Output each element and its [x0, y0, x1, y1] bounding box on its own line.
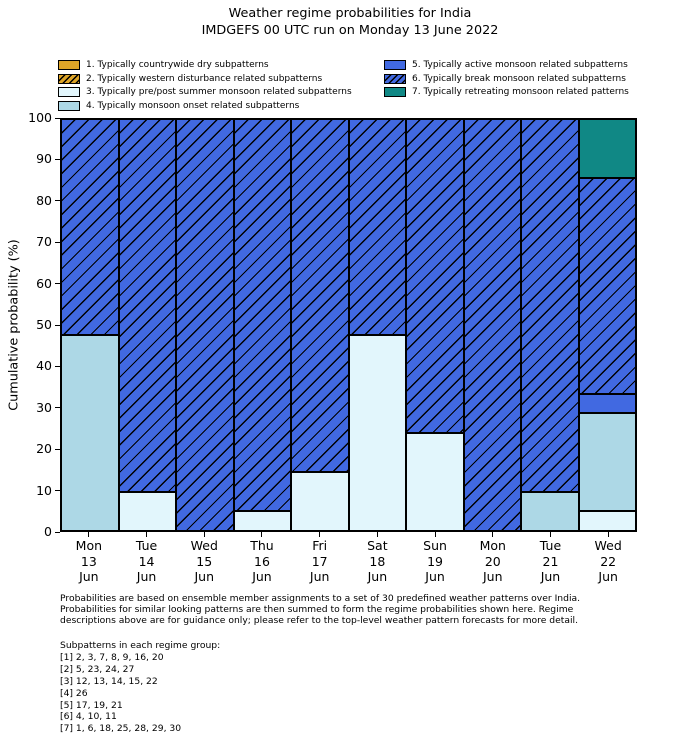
x-tick-mark	[88, 532, 89, 537]
y-tick-label: 60	[36, 275, 52, 291]
chart-title-block	[0, 6, 700, 39]
y-tick-label: 30	[36, 399, 52, 415]
x-tick-label-day: Sun	[423, 538, 447, 553]
y-tick-mark	[55, 449, 60, 450]
x-tick-label-month: Jun	[79, 569, 99, 585]
y-tick-label: 40	[36, 358, 52, 374]
x-tick-label-date: 19	[427, 553, 444, 569]
bar-Sat-18	[349, 119, 407, 531]
legend-item-1	[58, 59, 269, 71]
x-tick-label	[464, 538, 522, 585]
x-tick-label	[175, 538, 233, 585]
x-tick-label-month: Jun	[252, 569, 272, 585]
y-tick-mark	[55, 242, 60, 243]
legend-item-4	[58, 100, 299, 112]
y-tick-label: 0	[44, 524, 52, 539]
legend-item-2	[58, 73, 322, 85]
bar-segment-regime-6	[406, 119, 464, 433]
y-tick-label: 10	[36, 482, 52, 498]
bar-segment-regime-3	[291, 472, 349, 531]
bar-segment-regime-3	[119, 492, 177, 531]
bar-segment-regime-5	[579, 394, 637, 414]
bar-segment-regime-7	[579, 119, 637, 178]
x-tick-mark	[435, 532, 436, 537]
bar-segment-regime-6	[119, 119, 177, 492]
x-tick-label-month: Jun	[540, 569, 561, 585]
legend-item-label: 2. Typically western disturbance related subpatterns	[86, 73, 323, 84]
x-tick-mark	[608, 532, 609, 537]
x-tick-label-date: 17	[311, 553, 328, 569]
x-tick-label-date: 18	[369, 553, 386, 569]
subpatterns-group-line: [2] 5, 23, 24, 27	[60, 663, 135, 675]
x-tick-label-month: Jun	[483, 569, 503, 585]
subpatterns-group-line: [4] 26	[60, 687, 88, 699]
y-tick-label: 70	[36, 234, 52, 250]
y-tick-mark	[55, 283, 60, 284]
legend-swatch-regime-3-icon	[58, 87, 80, 97]
y-tick-mark	[55, 532, 60, 533]
bar-Mon-20	[464, 119, 522, 531]
x-tick-label	[406, 538, 464, 585]
x-tick-label-date: 14	[138, 553, 155, 569]
stacked-bars	[61, 119, 636, 531]
x-tick-label-day: Tue	[539, 538, 562, 553]
bar-Wed-15	[176, 119, 234, 531]
x-tick-label-month: Jun	[598, 569, 618, 585]
bar-Wed-22	[579, 119, 637, 531]
bar-Tue-14	[119, 119, 177, 531]
x-tick-mark	[146, 532, 147, 537]
bar-segment-regime-6	[291, 119, 349, 472]
bar-segment-regime-3	[579, 511, 637, 531]
bar-segment-regime-3	[234, 511, 292, 531]
x-tick-label-day: Wed	[594, 538, 622, 553]
subpatterns-groups	[60, 652, 220, 735]
x-tick-label-date: 21	[542, 553, 559, 569]
x-tick-label-month: Jun	[425, 569, 445, 585]
legend-item-label: 1. Typically countrywide dry subpatterns	[86, 60, 269, 70]
subpatterns-group-line: [5] 17, 19, 21	[60, 699, 123, 711]
subpatterns-group-line: [7] 1, 6, 18, 25, 28, 29, 30	[60, 723, 182, 735]
legend-item-7	[384, 86, 629, 98]
legend-item-label: 5. Typically active monsoon related subpatterns	[412, 60, 628, 70]
x-tick-label-month: Jun	[136, 569, 157, 585]
bar-segment-regime-4	[61, 335, 119, 531]
bar-segment-regime-6	[464, 119, 522, 531]
x-tick-label	[579, 538, 637, 585]
y-tick-mark	[55, 118, 60, 119]
x-tick-label-day: Sat	[367, 538, 388, 553]
subpatterns-group-line: [6] 4, 10, 11	[60, 711, 117, 723]
y-tick-label: 50	[36, 317, 52, 332]
x-tick-mark	[261, 532, 262, 537]
bar-segment-regime-6	[61, 119, 119, 335]
bar-Tue-21	[521, 119, 579, 531]
x-tick-label-day: Mon	[75, 538, 103, 553]
legend-item-label: 4. Typically monsoon onset related subpatterns	[86, 100, 300, 111]
chart-title: Weather regime probabilities for India	[228, 6, 472, 21]
x-tick-label-date: 16	[254, 553, 270, 569]
x-tick-label-month: Jun	[309, 569, 330, 585]
subpatterns-group-line: [1] 2, 3, 7, 8, 9, 16, 20	[60, 651, 164, 663]
x-tick-label-month: Jun	[367, 569, 388, 585]
x-tick-label	[522, 538, 580, 585]
y-tick-mark	[55, 159, 60, 160]
bar-segment-regime-4	[521, 492, 579, 531]
x-tick-label	[60, 538, 118, 585]
subpatterns-group-line: [3] 12, 13, 14, 15, 22	[60, 675, 158, 687]
x-tick-label-day: Fri	[312, 538, 328, 553]
x-tick-label-day: Wed	[190, 538, 218, 553]
bar-Fri-17	[291, 119, 349, 531]
y-tick-label: 90	[36, 151, 52, 167]
x-tick-label	[349, 538, 407, 585]
x-tick-label-date: 15	[196, 553, 213, 569]
footnote-line: descriptions above are for guidance only; please refer to the top-level weather pattern forecasts for more detail.	[60, 614, 579, 626]
chart-subtitle: IMDGEFS 00 UTC run on Monday 13 June 2022	[201, 22, 499, 38]
bar-segment-regime-6	[349, 119, 407, 335]
x-tick-label	[118, 538, 176, 585]
x-tick-mark	[550, 532, 551, 537]
plot-area	[60, 118, 637, 532]
x-tick-label-month: Jun	[194, 569, 215, 585]
legend-item-label: 3. Typically pre/post summer monsoon related subpatterns	[86, 87, 352, 97]
bar-segment-regime-3	[406, 433, 464, 531]
x-tick-label	[233, 538, 291, 585]
y-tick-mark	[55, 407, 60, 408]
legend-item-3	[58, 86, 352, 98]
y-tick-mark	[55, 200, 60, 201]
bar-Thu-16	[234, 119, 292, 531]
legend-item-label: 6. Typically break monsoon related subpatterns	[412, 73, 626, 84]
bar-Sun-19	[406, 119, 464, 531]
y-axis-label: Cumulative probability (%)	[6, 239, 22, 411]
legend-swatch-regime-7-icon	[384, 87, 406, 97]
bar-segment-regime-6	[234, 119, 292, 511]
y-tick-mark	[55, 490, 60, 491]
legend-item-5	[384, 59, 628, 71]
x-tick-mark	[377, 532, 378, 537]
x-tick-label	[291, 538, 349, 585]
x-tick-label-day: Mon	[479, 538, 506, 553]
x-tick-mark	[319, 532, 320, 537]
bar-segment-regime-4	[579, 413, 637, 511]
y-tick-label: 100	[28, 110, 52, 125]
x-axis-labels	[60, 538, 637, 585]
y-tick-mark	[55, 366, 60, 367]
y-tick-mark	[55, 325, 60, 326]
x-tick-label-day: Thu	[250, 538, 274, 553]
legend-swatch-regime-4-icon	[58, 101, 80, 111]
subpatterns-heading: Subpatterns in each regime group:	[60, 640, 221, 651]
bar-segment-regime-6	[521, 119, 579, 492]
legend-swatch-regime-2-icon	[58, 74, 80, 84]
legend-item-6	[384, 73, 626, 85]
legend-swatch-regime-1-icon	[58, 60, 80, 70]
x-tick-mark	[492, 532, 493, 537]
bar-segment-regime-6	[176, 119, 234, 531]
footnote-line: Probabilities for similar looking patterns are then summed to form the regime probabilities shown here. Regime	[60, 603, 574, 615]
x-tick-label-day: Tue	[135, 538, 158, 553]
legend-swatch-regime-5-icon	[384, 60, 406, 70]
footnote	[60, 594, 580, 627]
x-tick-label-date: 22	[600, 553, 617, 569]
bar-Mon-13	[61, 119, 119, 531]
legend-item-label: 7. Typically retreating monsoon related patterns	[412, 87, 629, 97]
footnote-line: Probabilities are based on ensemble member assignments to a set of 30 predefined weather patterns over India.	[60, 593, 581, 604]
bar-segment-regime-6	[579, 178, 637, 394]
x-tick-label-date: 13	[80, 553, 97, 569]
subpatterns-block	[60, 640, 220, 735]
x-tick-mark	[204, 532, 205, 537]
bar-segment-regime-3	[349, 335, 407, 531]
y-tick-label: 20	[36, 441, 52, 457]
x-tick-label-date: 20	[484, 553, 501, 569]
y-tick-label: 80	[36, 192, 52, 208]
legend-swatch-regime-6-icon	[384, 74, 406, 84]
